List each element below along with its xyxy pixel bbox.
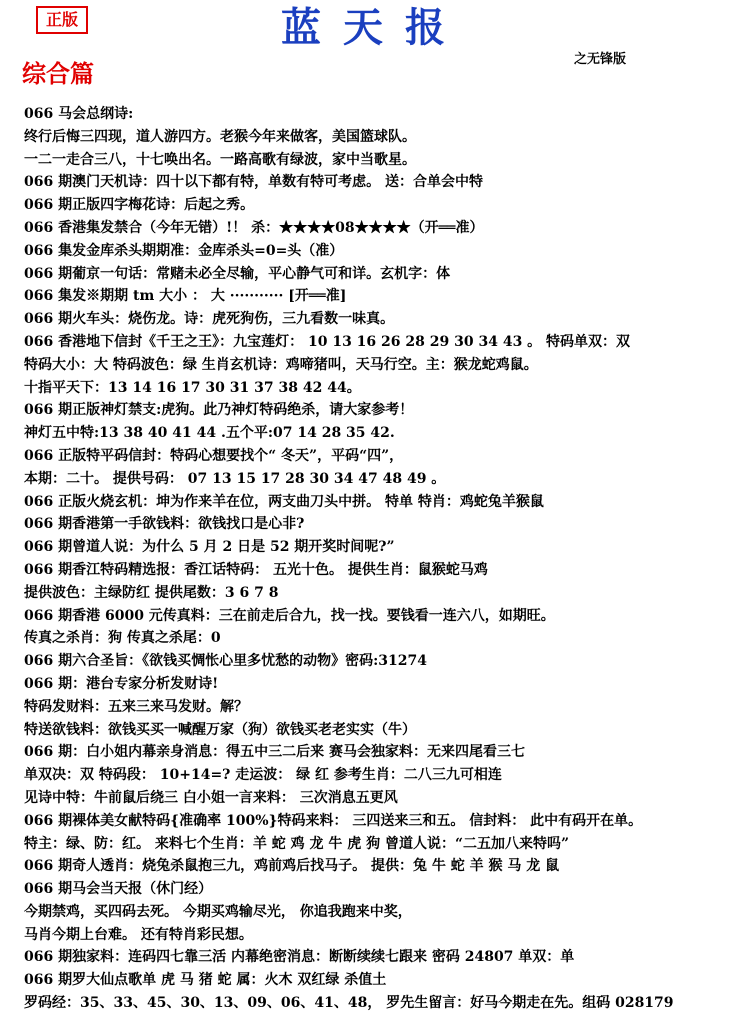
authentic-stamp: 正版 (36, 6, 88, 34)
text-line: 066 马会总纲诗: (24, 106, 134, 122)
text-line: 066 期正版四字梅花诗：后起之秀。 (24, 197, 255, 214)
text-line: 特主：绿、防：红。 来料七个生肖：羊 蛇 鸡 龙 牛 虎 狗 曾道人说：“二五加八来特吗” (24, 835, 570, 852)
text-line: 066 期香港 6000 元传真料：三在前走后合九，找一找。要钱看一连六八，如期旺。 (24, 607, 555, 624)
article-body (24, 103, 724, 1015)
text-line: 一二一走合三八，十七唤出名。一路高歌有绿波，家中当歌星。 (24, 151, 416, 168)
text-line: 今期禁鸡，买四码去死。 今期买鸡输尽光， 你追我跑来中奖， (24, 903, 412, 920)
text-line: 066 集发※期期 tm 大小 ： 大 ··········· [开══准] (24, 288, 347, 305)
text-line: 066 期香港第一手欲钱料：欲钱找口是心非? (24, 516, 305, 533)
text-line: 单双决：双 特码段： 10+14=? 走运波： 绿 红 参考生肖：二八三九可相连 (24, 767, 502, 784)
text-line: 神灯五中特:13 38 40 41 44 .五个平:07 14 28 35 42. (24, 425, 395, 442)
text-line: 罗码经：35、33、45、30、13、09、06、41、48， 罗先生留言：好马今期走在先。组码 028179 (24, 995, 674, 1012)
text-line: 特码发财料：五来三来马发财。解？ (24, 698, 248, 715)
text-line: 066 正版特平码信封：特码心想要找个“ 冬天”，平码“四”， (24, 447, 404, 464)
section-heading: 综合篇 (22, 59, 94, 88)
text-line: 066 期葡京一句话：常赌未必全尽输，平心静气可和详。玄机字：体 (24, 265, 451, 282)
text-line: 066 期火车头：烧伤龙。诗：虎死狗伤，三九看数一味真。 (24, 311, 395, 328)
newspaper-title: 蓝天报 (281, 4, 467, 51)
text-line: 066 期：港台专家分析发财诗! (24, 675, 219, 692)
text-line: 066 期澳门天机诗：四十以下都有特，单数有特可考虑。 送：合单会中特 (24, 174, 483, 191)
text-line: 066 期曾道人说：为什么 5 月 2 日是 52 期开奖时间呢?” (24, 539, 395, 556)
edition-label: 之无锋版 (574, 52, 627, 67)
text-line: 066 香港地下信封《千王之王》：九宝莲灯： 10 13 16 26 28 29 30 34 43 。 特码单双：双 (24, 333, 631, 350)
text-line: 特送欲钱料：欲钱买买一喊醒万家（狗）欲钱买老老实实（牛） (24, 721, 416, 738)
text-line: 066 期六合圣旨：《欲钱买惆怅心里多忧愁的动物》密码:31274 (24, 653, 427, 670)
text-line: 066 期香江特码精选报：香江话特码： 五光十色。 提供生肖：鼠猴蛇马鸡 (24, 561, 488, 578)
text-line: 提供波色：主绿防红 提供尾数：3 6 7 8 (24, 584, 279, 601)
text-line: 066 集发金库杀头期期准：金库杀头=0=头（准） (24, 242, 344, 259)
text-line: 见诗中特：牛前鼠后绕三 白小姐一言来料： 三次消息五更风 (24, 789, 398, 806)
text-line: 066 香港集发禁合（今年无错）!！ 杀：★★★★08★★★★（开══准） (24, 219, 484, 236)
text-line: 066 期：白小姐内幕亲身消息：得五中三二后来 赛马会独家料：无来四尾看三七 (24, 744, 525, 761)
text-line: 十指平天下：13 14 16 17 30 31 37 38 42 44。 (24, 379, 361, 396)
text-line: 马肖今期上台难。 还有特肖彩民想。 (24, 926, 253, 943)
text-line: 传真之杀肖：狗 传真之杀尾：0 (24, 630, 221, 647)
text-line: 066 期裸体美女献特码{准确率 100%}特码来料： 三四送来三和五。 信封料： 此中有码开在单。 (24, 812, 643, 829)
text-line: 066 期正版神灯禁支:虎狗。此乃神灯特码绝杀，请大家参考！ (24, 402, 414, 419)
text-line: 终行后悔三四现，道人游四方。老猴今年来做客，美国篮球队。 (24, 128, 416, 145)
text-line: 066 期马会当天报（休门经） (24, 881, 213, 898)
text-line: 特码大小：大 特码波色：绿 生肖玄机诗：鸡啼猪叫，天马行空。主：猴龙蛇鸡鼠。 (24, 356, 538, 373)
text-line: 066 期奇人透肖：烧兔杀鼠抱三九，鸡前鸡后找马子。 提供：兔 牛 蛇 羊 猴 马 龙 鼠 (24, 858, 560, 875)
text-line: 本期：二十。 提供号码： 07 13 15 17 28 30 34 47 48 49 。 (24, 470, 446, 487)
text-line: 066 期罗大仙点歌单 虎 马 猪 蛇 属：火木 双红绿 杀值土 (24, 972, 387, 989)
text-line: 066 期独家料：连码四七靠三活 内幕绝密消息：断断续续七跟来 密码 24807 单双：单 (24, 949, 575, 966)
text-line: 066 正版火烧玄机：坤为作来羊在位，两支曲刀头中拼。 特单 特肖：鸡蛇兔羊猴鼠 (24, 493, 544, 510)
